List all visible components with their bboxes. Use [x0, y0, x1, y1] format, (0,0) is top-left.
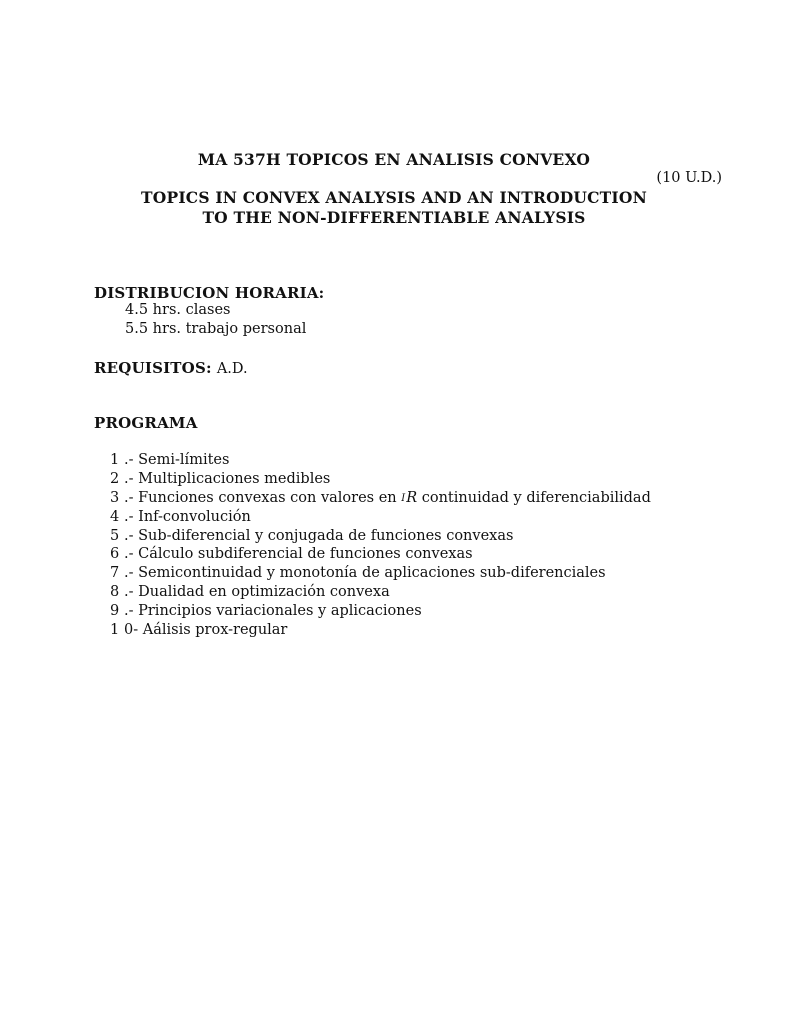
program-item-text: .- Multiplicaciones medibles: [124, 470, 331, 487]
program-item-text-after: continuidad y diferenciabilidad: [417, 489, 651, 506]
schedule-line-classes: 4.5 hrs. clases: [125, 302, 231, 318]
program-item: [110, 584, 651, 603]
requirements-label: REQUISITOS:: [94, 359, 212, 377]
program-item-math-subscript: I: [401, 492, 406, 504]
english-title-line-1: TOPICS IN CONVEX ANALYSIS AND AN INTRODUCTION: [141, 188, 647, 207]
program-item: [110, 471, 651, 490]
program-item-text: .- Cálculo subdiferencial de funciones convexas: [124, 546, 473, 563]
program-item-number: 6: [110, 546, 120, 563]
program-item: [110, 622, 651, 641]
program-item-text: .- Semi-límites: [124, 452, 230, 468]
program-item: [110, 490, 651, 509]
program-item-number: 4: [110, 508, 120, 525]
program-item: [110, 528, 651, 547]
program-item-number: 1: [110, 452, 120, 468]
program-item-text: .- Sub-diferencial y conjugada de funciones convexas: [124, 527, 514, 544]
schedule-heading: DISTRIBUCION HORARIA:: [94, 284, 325, 302]
program-item-text: .- Dualidad en optimización convexa: [124, 584, 390, 601]
program-item: [110, 452, 651, 471]
program-item-text: .- Inf-convolución: [124, 508, 251, 525]
program-item-number: 5: [110, 527, 120, 544]
program-item-number: 3: [110, 489, 120, 506]
program-item-number: 2: [110, 470, 120, 487]
program-item-text: .- Semicontinuidad y monotonía de aplicaciones sub-diferenciales: [124, 565, 606, 582]
requirements-line: [94, 358, 248, 377]
program-list: [110, 452, 651, 641]
program-item: [110, 546, 651, 565]
program-item-text: .- Principios variacionales y aplicaciones: [124, 603, 422, 620]
schedule-line-personal-work: 5.5 hrs. trabajo personal: [125, 321, 307, 337]
program-item-number: 8: [110, 584, 120, 601]
course-title: MA 537H TOPICOS EN ANALISIS CONVEXO: [197, 150, 591, 169]
program-item-text: .- Funciones convexas con valores en: [124, 489, 397, 506]
english-title-line-2: TO THE NON-DIFFERENTIABLE ANALYSIS: [202, 208, 586, 227]
program-heading: PROGRAMA: [94, 414, 198, 432]
program-item: [110, 565, 651, 584]
program-item-number: 1: [110, 622, 120, 639]
program-item: [110, 509, 651, 528]
program-item-number: 9: [110, 603, 120, 620]
requirements-value: A.D.: [216, 361, 248, 377]
program-item: [110, 603, 651, 622]
program-item-number: 7: [110, 565, 120, 582]
credit-units: (10 U.D.): [656, 170, 722, 186]
program-item-math-symbol: R: [406, 489, 418, 506]
program-item-text: 0- Aálisis prox-regular: [124, 622, 288, 639]
